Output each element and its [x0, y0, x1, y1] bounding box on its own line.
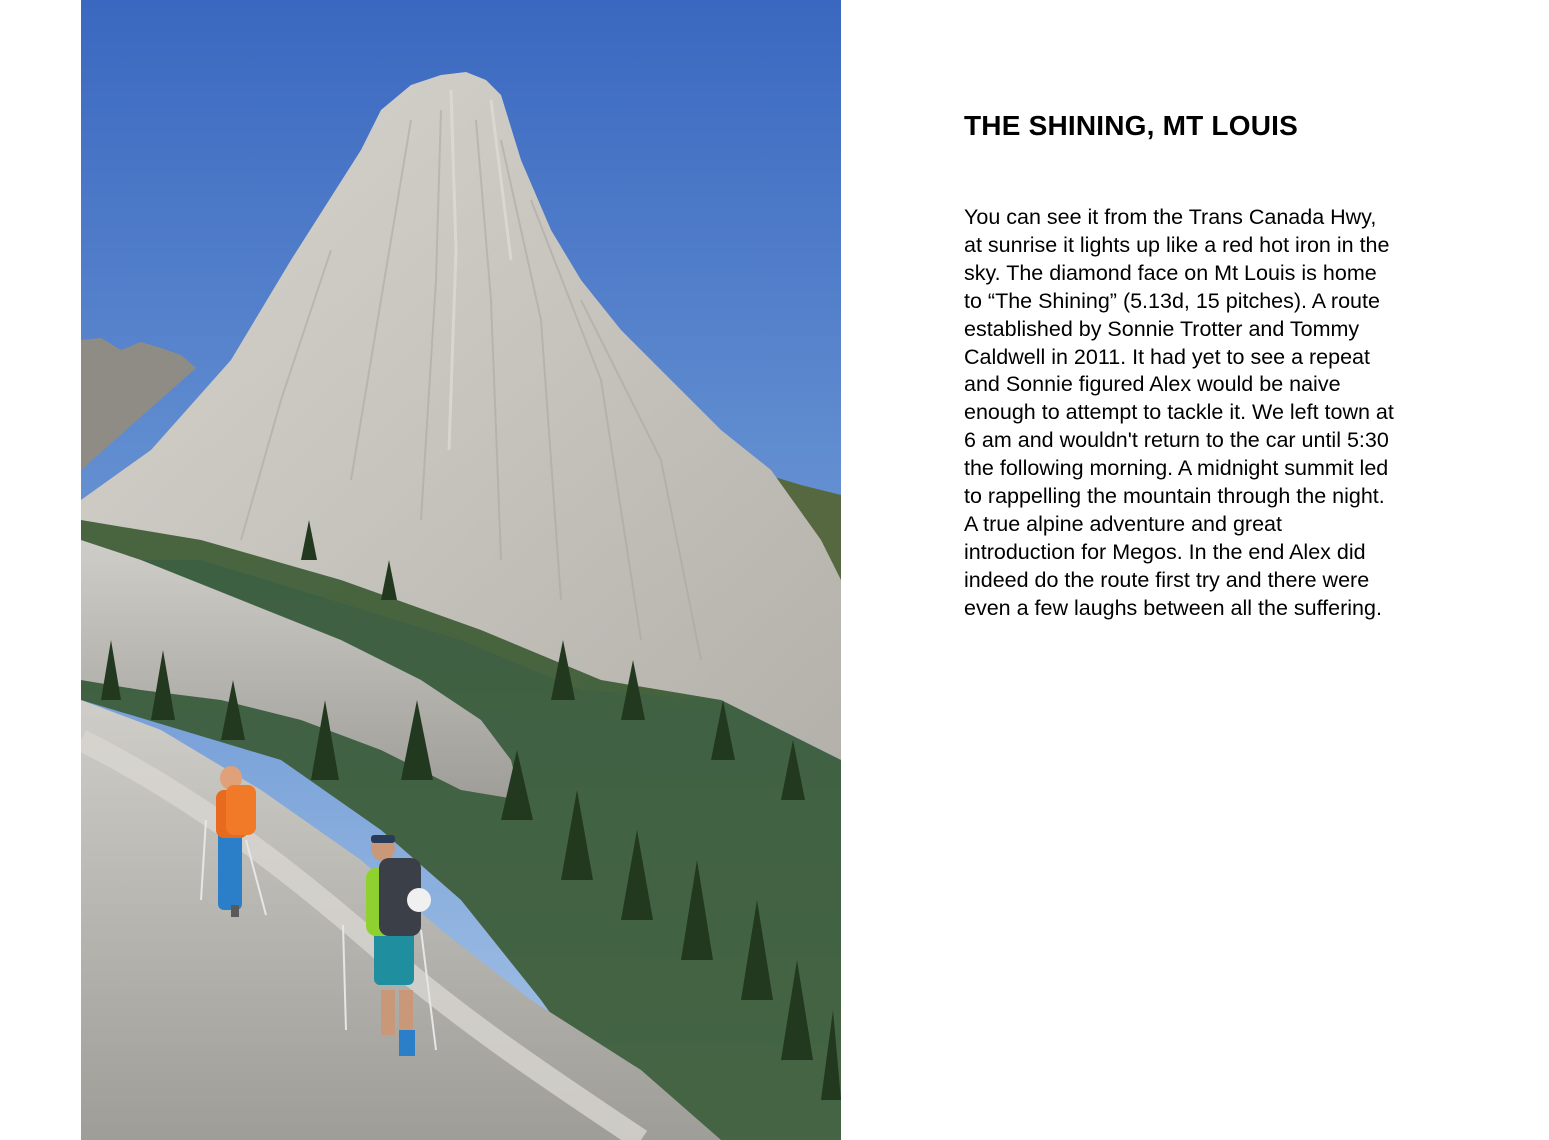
article-body: You can see it from the Trans Canada Hwy, at sunrise it lights up like a red hot iron in the sky. The diamond face on Mt Louis is home to “The Shining” (5.13d, 15 pitches). A route established by Sonnie Trotter and Tommy Caldwell in 2011. It had yet to see a repeat and Sonnie figured Alex would be naive enough to attempt to tackle it. We left town at 6 am and wouldn't return to the car until 5:30 the following morning. A midnight summit led to rappelling the mountain through the night. A true alpine adventure and great introduction for Megos. In the end Alex did indeed do the route first try and there were even a few laughs between all the suffering.	[964, 205, 1394, 620]
mountain-hikers-illustration	[81, 0, 841, 1140]
mountain-photo	[81, 0, 841, 1140]
article	[964, 108, 1404, 623]
article-title: THE SHINING, MT LOUIS	[964, 110, 1298, 141]
